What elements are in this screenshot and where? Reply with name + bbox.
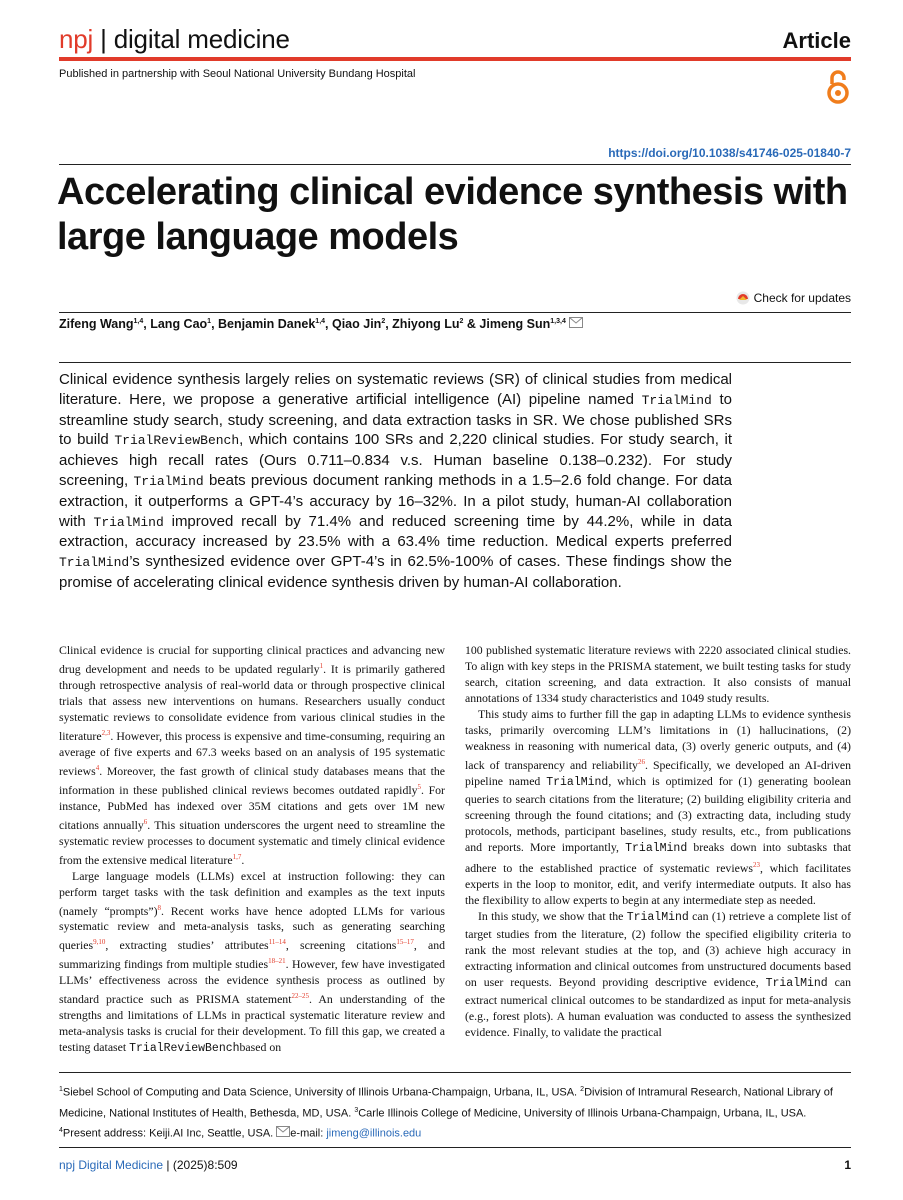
text-run: improved recall by 71.4% and reduced screening time by 44.2%, while in data extraction, accuracy increased by 23.5% with a 63.4% time reduction. Medical experts preferred bbox=[59, 512, 732, 551]
text-run: 100 published systematic literature reviews with 2220 associated clinical studies. To align with key steps in the PRISMA statement, we built testing tasks for study search, citation screening, and data extraction. It also consists of manual annotations of 1334 study characteristics and 1049 study results. bbox=[465, 643, 851, 705]
journal-name: npj | digital medicine bbox=[59, 24, 290, 54]
citation-ref[interactable]: 18–21 bbox=[268, 957, 286, 966]
code-term: TrialMind bbox=[641, 392, 712, 408]
text-run: Carle Illinois College of Medicine, University of Illinois Urbana-Champaign, Urbana, IL, USA. bbox=[358, 1107, 807, 1120]
text-run: . However, this process is expensive and time-consuming, requiring an average of five experts and 67.3 weeks based on an analysis of 195 systematic reviews bbox=[59, 728, 445, 778]
text-run: . For instance, PubMed has indexed over 35M citations and gets over 1M new citations annually bbox=[59, 782, 445, 832]
author-name: Qiao Jin bbox=[331, 317, 382, 331]
citation-ref[interactable]: 23 bbox=[752, 860, 760, 869]
text-run: . bbox=[241, 852, 245, 867]
text-run: In this study, we show that the bbox=[478, 908, 627, 923]
email-link[interactable]: jimeng@illinois.edu bbox=[326, 1127, 422, 1140]
citation-ref: 4 bbox=[59, 1127, 63, 1135]
citation-ref[interactable]: 22–25 bbox=[291, 992, 309, 1001]
code-term: TrialReviewBench bbox=[114, 433, 240, 449]
paragraph bbox=[465, 908, 851, 1040]
divider bbox=[59, 164, 851, 165]
code-term: TrialMind bbox=[546, 775, 609, 789]
text-run: based on bbox=[239, 1040, 282, 1055]
mail-icon[interactable] bbox=[569, 317, 583, 328]
author-separator: , bbox=[385, 317, 393, 331]
citation-ref[interactable]: 2,3 bbox=[101, 728, 111, 737]
text-run: . This situation underscores the urgent need to streamline the systematic review processes to document systematic and timely clinical evidence from the extensive medical literature bbox=[59, 817, 445, 867]
text-run: . Recent works have hence adopted LLMs for various systematic review and meta-analysis tasks, such as generating searching queries bbox=[59, 903, 445, 953]
citation-ref[interactable]: 4 bbox=[95, 763, 100, 772]
body-column-right bbox=[465, 642, 851, 1040]
author-affiliation-ref: 1 bbox=[207, 317, 212, 325]
body-column-left bbox=[59, 642, 445, 1057]
text-run: Clinical evidence synthesis largely relies on systematic reviews (SR) of clinical studies from medical literature. Here, we propose a generative artificial intelligence (AI) pipeline named bbox=[59, 371, 732, 408]
code-term: TrialReviewBench bbox=[129, 1042, 240, 1056]
article-type: Article bbox=[782, 28, 851, 53]
author-affiliation-ref: 1,3,4 bbox=[550, 317, 566, 325]
code-term: TrialMind bbox=[93, 514, 164, 530]
citation-ref: 3 bbox=[354, 1106, 359, 1114]
citation-ref[interactable]: 26 bbox=[637, 758, 645, 766]
author-list bbox=[59, 317, 583, 331]
open-access-icon bbox=[823, 68, 853, 106]
author-name: Lang Cao bbox=[150, 317, 208, 331]
author-separator: , bbox=[211, 317, 219, 331]
article-title: Accelerating clinical evidence synthesis with large language models bbox=[57, 171, 848, 258]
page-number: 1 bbox=[844, 1158, 851, 1172]
email-label: e-mail: bbox=[290, 1127, 327, 1140]
author-separator: , bbox=[143, 317, 151, 331]
header-rule bbox=[59, 57, 851, 61]
text-run: . It is primarily gathered through retrospective analysis of real-world data or through prospective clinical trials that assess new interventions on humans. Researchers usually conduct systematic reviews to consolidate evidence from various clinical studies in the literature bbox=[59, 661, 445, 743]
code-term: TrialMind bbox=[59, 555, 130, 571]
paragraph bbox=[59, 642, 445, 868]
author-name: Zifeng Wang bbox=[59, 317, 134, 331]
divider bbox=[59, 312, 851, 313]
citation-ref[interactable]: 11–14 bbox=[268, 938, 286, 947]
code-term: TrialMind bbox=[625, 841, 688, 855]
text-run: Clinical evidence is crucial for supporting clinical practices and advancing new drug development and needs to be updated regularly bbox=[59, 643, 445, 676]
text-run: Large language models (LLMs) excel at instruction following: they can perform target tasks with the task definition and examples as the text inputs (namely “prompts”) bbox=[59, 868, 445, 918]
paragraph bbox=[465, 706, 851, 908]
citation-ref[interactable]: 9,10 bbox=[93, 938, 106, 947]
divider bbox=[59, 1147, 851, 1148]
citation-ref: 1 bbox=[59, 1086, 63, 1093]
author-affiliation-ref: 2 bbox=[459, 317, 464, 325]
text-run: , which facilitates experts in the loop to monitor, edit, and verify intermediate outputs. It also has the flexibility to allow experts to begin at any intermediate step as needed. bbox=[465, 860, 851, 907]
text-run: . Specifically, we developed an AI-driven pipeline named bbox=[465, 757, 852, 788]
abstract bbox=[59, 370, 732, 593]
author-affiliation-ref: 1,4 bbox=[133, 317, 144, 325]
divider bbox=[59, 1072, 851, 1073]
author-separator: , bbox=[325, 317, 332, 331]
citation-ref[interactable]: 15–17 bbox=[396, 938, 414, 947]
text-run: can (1) retrieve a complete list of target studies from the literature, (2) follow the specified eligibility criteria to rank the most relevant studies at the top, and (3) achieve high accuracy in extracting information and clinical outcomes from unstructured documents based on user requests. Beyond providing descriptive evidence, bbox=[465, 908, 852, 989]
check-updates-icon bbox=[736, 291, 750, 305]
text-run: beats previous document ranking methods in a 1.5–2.6 fold change. For data extraction, it outperforms a GPT-4’s accuracy by 16–32%. In a pilot study, human-AI collaboration with bbox=[59, 471, 733, 530]
text-run: to streamline study search, study screening, and data extraction tasks in SR. We chose published SRs to build bbox=[59, 390, 732, 449]
text-run: Division of Intramural Research, National Library of Medicine, National Institutes of Health, Bethesda, MD, USA. bbox=[59, 1086, 833, 1120]
author-affiliation-ref: 1,4 bbox=[315, 317, 326, 325]
text-run: , screening citations bbox=[285, 938, 397, 953]
paragraph bbox=[465, 642, 851, 706]
divider bbox=[59, 362, 851, 363]
text-run: Present address: Keiji.AI Inc, Seattle, USA. bbox=[62, 1127, 277, 1140]
author-separator: & bbox=[463, 317, 480, 331]
check-updates-button[interactable]: Check for updates bbox=[736, 291, 851, 305]
author-affiliation-ref: 2 bbox=[381, 317, 386, 325]
text-run: . Moreover, the fast growth of clinical study databases means that the information in these published clinical reviews becomes outdated rapidly bbox=[59, 763, 445, 797]
citation-ref[interactable]: 6 bbox=[143, 817, 148, 826]
doi-link[interactable]: https://doi.org/10.1038/s41746-025-01840-7 bbox=[608, 146, 851, 160]
text-run: This study aims to further fill the gap in adapting LLMs to evidence synthesis tasks, primarily overcoming LLM’s limitations in (1) hallucinations, (2) weakness in reasoning with numerical data, (3) overly generic outputs, and (4) lack of transparency and reliability bbox=[465, 707, 851, 772]
text-run: breaks down into subtasks that adhere to the established practice of systematic reviews bbox=[465, 839, 851, 875]
footer-citation: npj Digital Medicine | (2025)8:509 bbox=[59, 1158, 238, 1172]
text-run: can extract numerical clinical outcomes to be standardized as input for meta-analysis (e.g., forest plots). A human evaluation was conducted to assess the synthesized evidence. Finally, to validate the practical bbox=[465, 974, 851, 1039]
text-run: . However, few have investigated LLMs’ effectiveness across the evidence synthesis process as outlined by standard practice such as PRISMA statement bbox=[59, 957, 445, 1007]
text-run: , extracting studies’ attributes bbox=[105, 938, 269, 953]
author-name: Jimeng Sun bbox=[479, 317, 551, 331]
text-run: Siebel School of Computing and Data Science, University of Illinois Urbana-Champaign, Urbana, IL, USA. bbox=[62, 1086, 581, 1099]
author-name: Benjamin Danek bbox=[218, 317, 316, 331]
text-run: , and summarizing findings from multiple studies bbox=[59, 938, 446, 972]
text-run: ’s synthesized evidence over GPT-4’s in 62.5%-100% of cases. These findings show the promise of accelerating clinical evidence synthesis driven by human-AI collaboration. bbox=[59, 553, 732, 591]
text-run: , which is optimized for (1) generating boolean queries to search citations from the literature; (2) building eligibility criteria and screening through the found citations; and (3) extracting data, including study protocols, methods, participant baselines, study results, etc., from publications and reports. More importantly, bbox=[465, 773, 852, 854]
code-term: TrialMind bbox=[133, 473, 204, 489]
citation-ref[interactable]: 5 bbox=[417, 782, 422, 791]
text-run: , which contains 100 SRs and 2,220 clinical studies. For study search, it achieves high recall rates (Ours 0.711–0.834 v.s. Human baseline 0.138–0.232). For study screening, bbox=[59, 431, 733, 489]
code-term: TrialMind bbox=[765, 976, 828, 990]
code-term: TrialMind bbox=[626, 910, 689, 924]
text-run: . An understanding of the strengths and limitations of LLMs in practical systematic literature review and meta-analysis tasks is crucial for their development. To fill this gap, we created a testing dataset bbox=[59, 992, 445, 1055]
partner-statement: Published in partnership with Seoul National University Bundang Hospital bbox=[59, 68, 416, 80]
citation-ref: 2 bbox=[580, 1086, 585, 1093]
citation-ref[interactable]: 1 bbox=[319, 662, 324, 670]
author-name: Zhiyong Lu bbox=[392, 317, 460, 331]
citation-ref[interactable]: 1,7 bbox=[232, 852, 242, 861]
affiliations bbox=[59, 1081, 851, 1143]
mail-icon bbox=[276, 1126, 290, 1137]
citation-ref[interactable]: 8 bbox=[157, 903, 162, 912]
paragraph bbox=[59, 868, 445, 1058]
